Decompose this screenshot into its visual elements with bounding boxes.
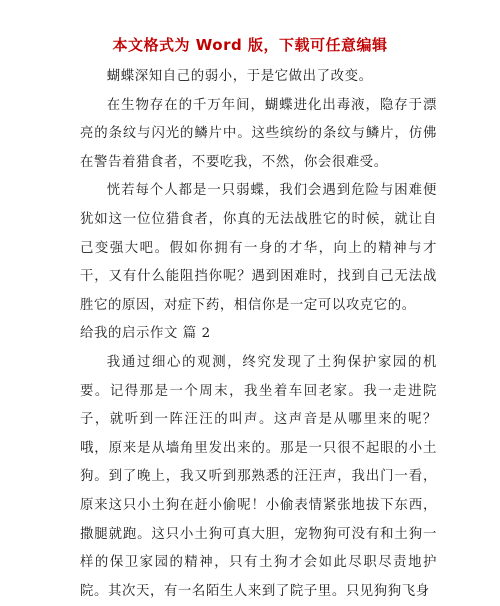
section-heading: 给我的启示作文 篇 2 <box>80 326 211 342</box>
paragraph-butterfly-change: 蝴蝶深知自己的弱小，于是它做出了改变。 <box>106 69 373 84</box>
paragraph-butterfly-evolution: 在生物存在的千万年间，蝴蝶进化出毒液，隐存于漂亮的条纹与闪光的鳞片中。这些缤纷的条纹与鳞片，仿佛在警告着猎食者，不要吃我，不然，你会很难受。 <box>80 97 437 170</box>
paragraph-dog-story: 我通过细心的观测，终究发现了土狗保护家园的机要。记得那是一个周末，我坐着车回老家。我一走进院子，就听到一阵汪汪的叫声。这声音是从哪里来的呢？哦，原来是从墙角里发出来的。那是一只很不起眼的小土狗。到了晚上，我又听到那熟悉的汪汪声，我出门一看，原来这只小土狗在赶小偷呢！小偷表情紧张地拔下东西，撒腿就跑。这只小土狗可真大胆，宠物狗可没有和土狗一样的保卫家园的精神，只有土狗才会如此尽职尽责地护院。其次天，有一名陌生人来到了院子里。只见狗狗飞身 <box>80 354 437 599</box>
word-format-banner: 本文格式为 Word 版，下载可任意编辑 <box>112 36 388 54</box>
paragraph-weak-butterfly-metaphor: 恍若每个人都是一只弱蝶，我们会遇到危险与困难便犹如这一位位猎食者，你真的无法战胜它的时候，就让自己变强大吧。假如你拥有一身的才华，向上的精神与才干，又有什么能阻挡你呢？遇到困难时，找到自己无法战胜它的原因，对症下药，相信你是一定可以攻克它的。 <box>80 183 437 313</box>
document-body <box>80 63 437 606</box>
